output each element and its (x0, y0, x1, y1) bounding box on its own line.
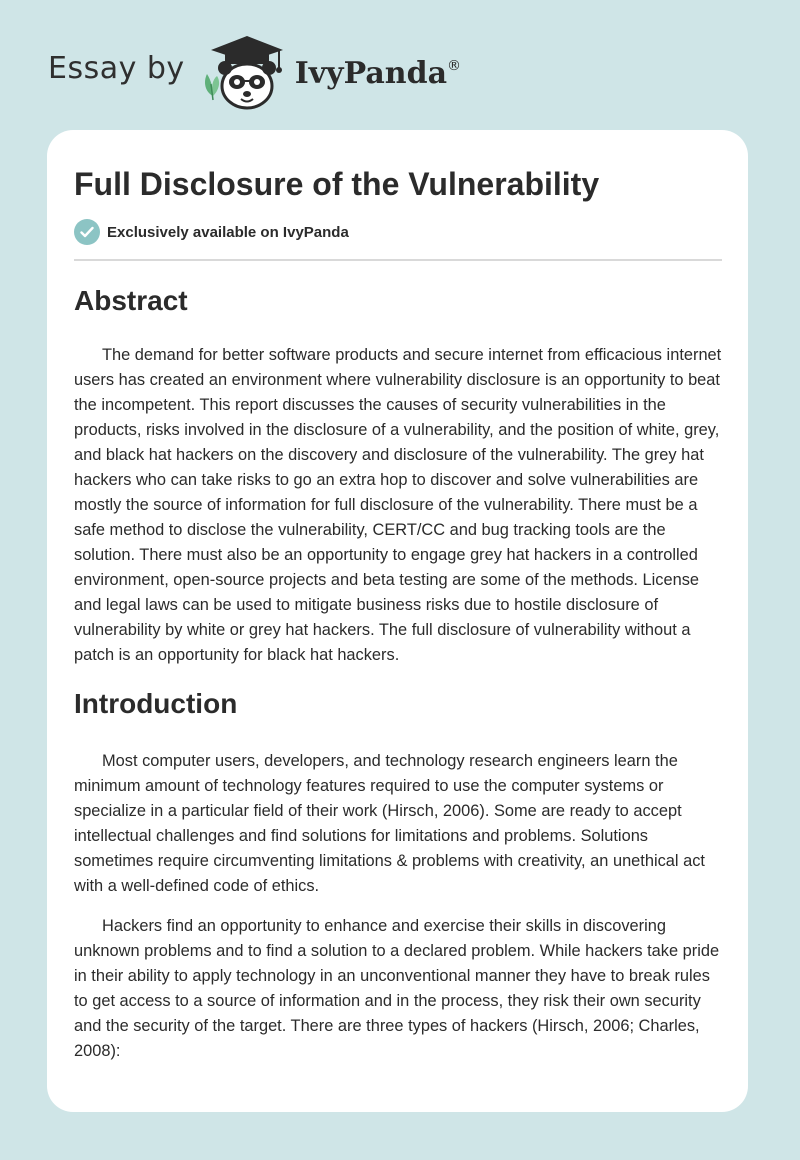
essay-by-label: Essay by (48, 50, 185, 86)
introduction-paragraph: Hackers find an opportunity to enhance and exercise their skills in discovering unknown problems and to find a solution to a declared problem. While hackers take pride in their ability to apply technology in an unconventional manner they have to break rules to get access to a source of information and in the process, they risk their own security and the security of the target. There are three types of hackers (Hirsch, 2006; Charles, 2008): (74, 917, 720, 1060)
trademark-symbol: ® (447, 57, 462, 74)
section-heading-introduction: Introduction (74, 688, 238, 719)
essay-card (47, 130, 748, 1112)
site-header (48, 34, 461, 110)
exclusive-badge-label: Exclusively available on IvyPanda (107, 223, 349, 241)
introduction-paragraph: Most computer users, developers, and technology research engineers learn the minimum amount of technology features required to use the computer systems or specialize in a particular field of their work (Hirsch, 2006). Some are ready to accept intellectual challenges and find solutions for limitations and problems. Solutions sometimes require circumventing limitations & problems with creativity, an unethical act with a well-defined code of ethics. (74, 752, 705, 895)
panda-graduate-icon (199, 34, 289, 110)
abstract-paragraph: The demand for better software products and secure internet from efficacious internet users has created an environment where vulnerability disclosure is an opportunity to beat the incompetent. This report discusses the causes of security vulnerabilities in the products, risks involved in the disclosure of a vulnerability, and the position of white, grey, and black hat hackers on the discovery and disclosure of the vulnerability. The grey hat hackers who can take risks to go an extra hop to discover and solve vulnerabilities are mostly the source of information for full disclosure of the vulnerability. There must be a safe method to disclose the vulnerability, CERT/CC and bug tracking tools are the solution. There must also be an opportunity to engage grey hat hackers in a controlled environment, open-source projects and beta testing are some of the methods. License and legal laws can be used to mitigate business risks due to hostile disclosure of vulnerability by white or grey hat hackers. The full disclosure of vulnerability without a patch is an opportunity for black hat hackers. (74, 346, 722, 664)
page-title: Full Disclosure of the Vulnerability (74, 166, 600, 202)
brand-name: IvyPanda® (294, 55, 462, 91)
section-heading-abstract: Abstract (74, 285, 188, 316)
check-circle-icon (74, 219, 100, 245)
exclusive-badge (74, 219, 722, 245)
title-divider (74, 259, 722, 261)
